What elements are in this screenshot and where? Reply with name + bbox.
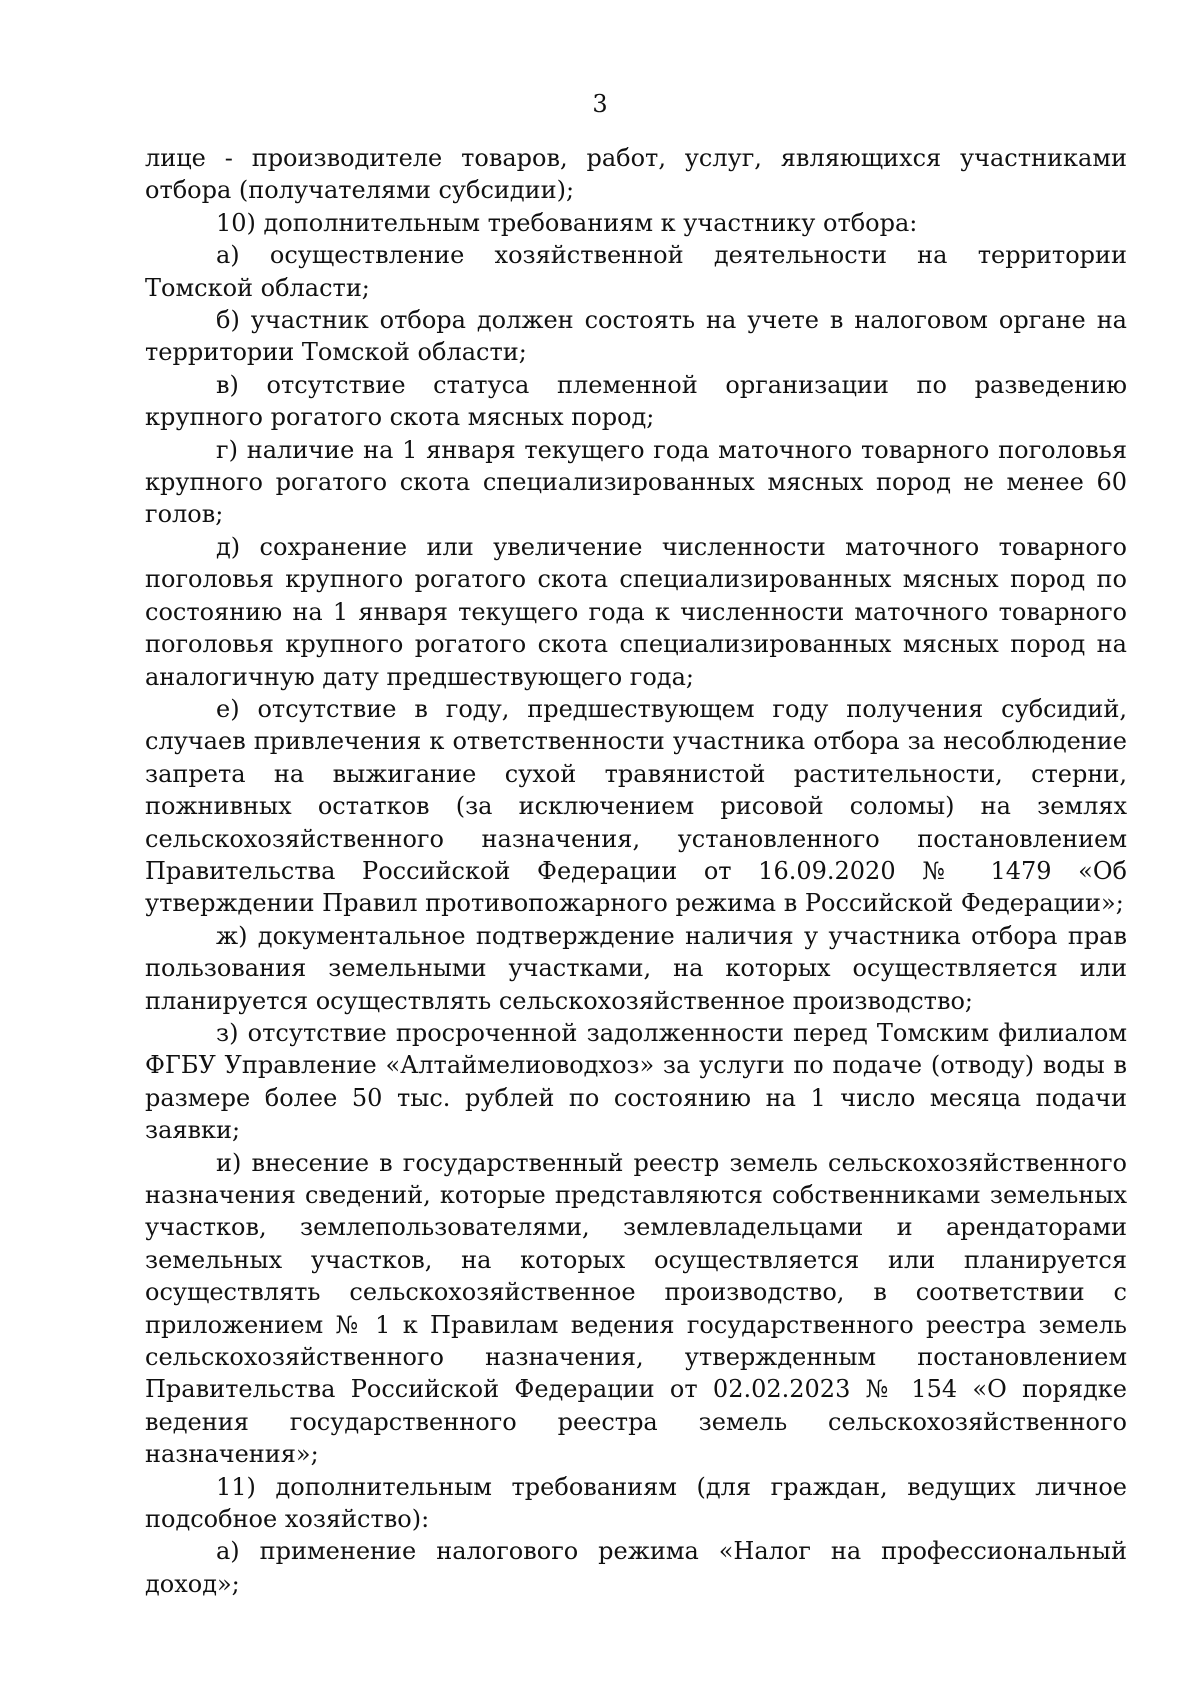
paragraph-item-10v: в) отсутствие статуса племенной организации по разведению крупного рогатого скота мясных пород; [145,370,1127,432]
paragraph-continuation: лице - производителе товаров, работ, услуг, являющихся участниками отбора (получателями субсидии); [145,144,1127,205]
paragraph-item-10zh: ж) документальное подтверждение наличия у участника отбора прав пользования земельными участками, на которых осуществляется или планируется осуществлять сельскохозяйственное производство; [145,921,1127,1015]
document-body [145,142,1127,1600]
paragraph-item-10e: е) отсутствие в году, предшествующем году получения субсидий, случаев привлечения к ответственности участника отбора за несоблюдение запрета на выжигание сухой травянистой растительности, стерни, пожнивных остатков (за исключением рисовой соломы) на землях сельскохозяйственного назначения, установленного постановлением Правительства Российской Федерации от 16.09.2020 № 1479 «Об утверждении Правил противопожарного режима в Российской Федерации»; [145,694,1127,918]
page-number: 3 [592,90,608,118]
paragraph-item-10: 10) дополнительным требованиям к участнику отбора: [216,208,918,237]
paragraph-item-10z: з) отсутствие просроченной задолженности перед Томским филиалом ФГБУ Управление «Алтаймелиоводхоз» за услуги по подаче (отводу) воды в размере более 50 тыс. рублей по состоянию на 1 число месяца подачи заявки; [145,1018,1127,1145]
paragraph-item-10d: д) сохранение или увеличение численности маточного товарного поголовья крупного рогатого скота специализированных мясных пород по состоянию на 1 января текущего года к численности маточного товарного поголовья крупного рогатого скота специализированных мясных пород на аналогичную дату предшествующего года; [145,532,1127,691]
paragraph-item-11a: а) применение налогового режима «Налог на профессиональный доход»; [145,1537,1127,1598]
paragraph-item-11: 11) дополнительным требованиям (для граждан, ведущих личное подсобное хозяйство): [145,1472,1127,1534]
paragraph-item-10b: б) участник отбора должен состоять на учете в налоговом органе на территории Томской области; [145,306,1127,367]
paragraph-item-10i: и) внесение в государственный реестр земель сельскохозяйственного назначения сведений, которые представляются собственниками земельных участков, землепользователями, землевладельцами и арендаторами земельных участков, на которых осуществляется или планируется осуществлять сельскохозяйственное производство, в соответствии с приложением № 1 к Правилам ведения государственного реестра земель сельскохозяйственного назначения, утвержденным постановлением Правительства Российской Федерации от 02.02.2023 № 154 «О порядке ведения государственного реестра земель сельскохозяйственного назначения»; [145,1148,1127,1469]
paragraph-item-10a: а) осуществление хозяйственной деятельности на территории Томской области; [145,241,1127,302]
paragraph-item-10g: г) наличие на 1 января текущего года маточного товарного поголовья крупного рогатого скота специализированных мясных пород не менее 60 голов; [145,435,1127,529]
